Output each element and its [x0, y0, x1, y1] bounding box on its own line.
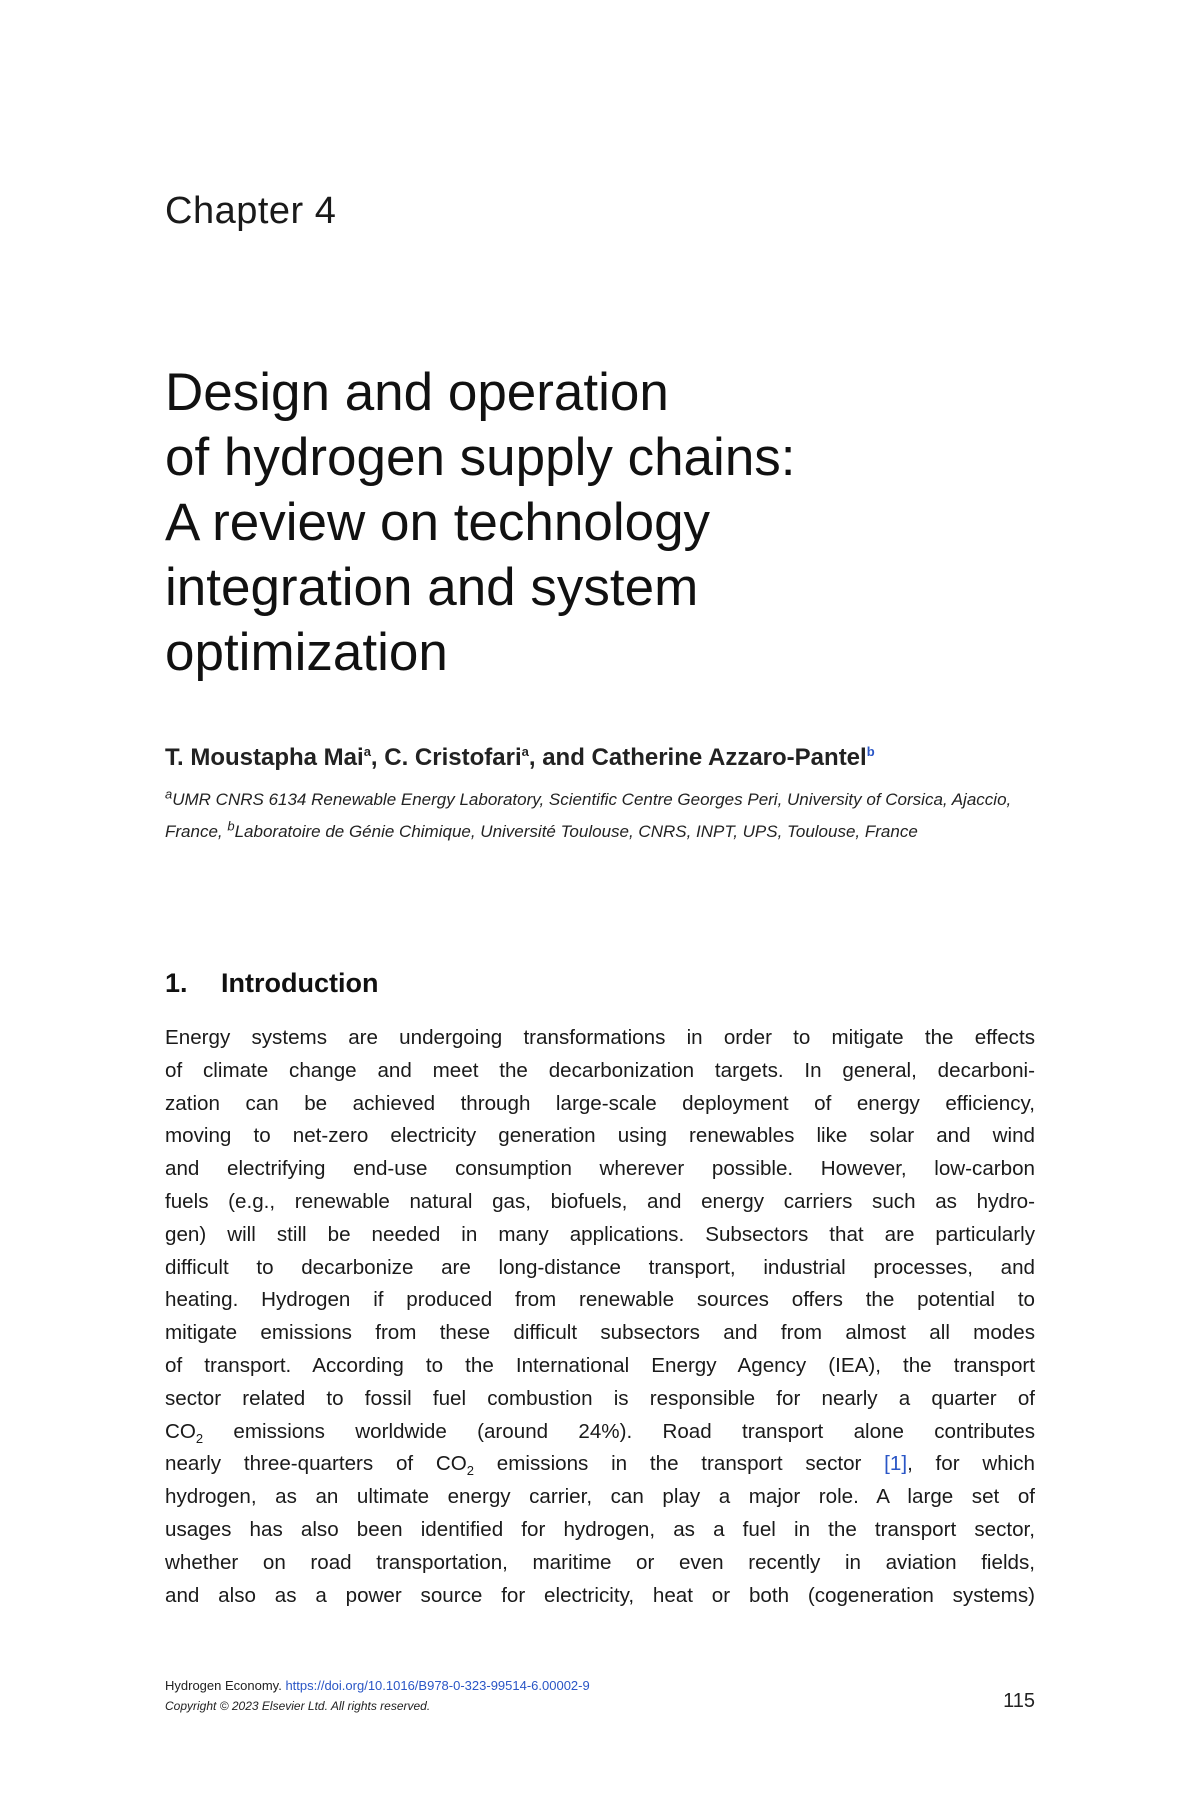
text-line: hydrogen, as an ultimate energy carrier, can play a major role. A large set of	[165, 1485, 1035, 1509]
text-line: fuels (e.g., renewable natural gas, biofuels, and energy carriers such as hydro-	[165, 1189, 1035, 1213]
page-footer	[165, 1676, 1035, 1716]
text-line: mitigate emissions from these difficult subsectors and from almost all modes	[165, 1321, 1035, 1345]
affiliation-marker: a	[521, 744, 529, 759]
affiliation-marker: b	[227, 818, 235, 834]
text-line	[165, 1416, 1035, 1449]
text-line: zation can be achieved through large-scale deployment of energy efficiency,	[165, 1091, 1035, 1115]
subscript: 2	[466, 1463, 475, 1479]
text-fragment: emissions worldwide (around 24%). Road transport alone contributes	[203, 1419, 1035, 1443]
text-fragment: CO	[165, 1419, 196, 1443]
author-name: Catherine Azzaro-Pantel	[591, 744, 867, 771]
author-name: C. Cristofari	[384, 744, 522, 771]
copyright-notice: Copyright © 2023 Elsevier Ltd. All rights reserved.	[165, 1699, 431, 1713]
section-title: Introduction	[221, 968, 379, 998]
section-number: 1.	[165, 968, 188, 998]
affiliation-marker: a	[363, 744, 371, 759]
author-list	[165, 744, 875, 772]
text-line	[165, 1448, 1035, 1481]
title-line: integration and system	[165, 558, 699, 617]
section-heading	[165, 968, 378, 999]
affiliations	[165, 784, 1045, 848]
affiliation-text: UMR CNRS 6134 Renewable Energy Laboratory, Scientific Centre Georges Peri, University of Corsica, Ajaccio, France,	[165, 790, 1012, 841]
affiliation-marker: a	[165, 786, 173, 802]
doi-link[interactable]: https://doi.org/10.1016/B978-0-323-99514-6.00002-9	[285, 1678, 590, 1693]
page-number: 115	[1003, 1690, 1035, 1712]
text-line: Energy systems are undergoing transformations in order to mitigate the effects	[165, 1026, 1035, 1049]
text-line: heating. Hydrogen if produced from renewable sources offers the potential to	[165, 1288, 1035, 1312]
body-paragraph	[165, 1022, 1035, 1612]
text-fragment: , for which	[907, 1452, 1036, 1476]
text-line: of climate change and meet the decarbonization targets. In general, decarboni-	[165, 1058, 1035, 1082]
author-name: T. Moustapha Mai	[165, 744, 364, 771]
text-line: gen) will still be needed in many applications. Subsectors that are particularly	[165, 1222, 1035, 1246]
text-line: and electrifying end-use consumption wherever possible. However, low-carbon	[165, 1157, 1035, 1181]
author-separator: , and	[528, 744, 592, 771]
title-line: of hydrogen supply chains:	[165, 428, 796, 487]
chapter-title	[165, 360, 1045, 685]
book-title: Hydrogen Economy.	[165, 1678, 286, 1693]
text-line: whether on road transportation, maritime or even recently in aviation fields,	[165, 1550, 1035, 1574]
text-line: difficult to decarbonize are long-distance transport, industrial processes, and	[165, 1255, 1035, 1279]
chapter-label: Chapter 4	[165, 190, 337, 232]
title-line: optimization	[165, 623, 448, 682]
citation-link[interactable]: [1]	[884, 1452, 908, 1476]
title-line: Design and operation	[165, 363, 669, 422]
text-line: of transport. According to the International Energy Agency (IEA), the transport	[165, 1353, 1035, 1377]
text-fragment: emissions in the transport sector	[474, 1452, 885, 1476]
affiliation-marker-link[interactable]: b	[866, 744, 875, 759]
text-line: moving to net-zero electricity generation using renewables like solar and wind	[165, 1124, 1035, 1148]
title-line: A review on technology	[165, 493, 711, 552]
author-separator: ,	[370, 744, 385, 771]
citation-line	[165, 1676, 1035, 1696]
text-line: sector related to fossil fuel combustion is responsible for nearly a quarter of	[165, 1386, 1035, 1410]
subscript: 2	[195, 1430, 204, 1446]
text-line: and also as a power source for electricity, heat or both (cogeneration systems)	[165, 1583, 1035, 1607]
text-line: usages has also been identified for hydrogen, as a fuel in the transport sector,	[165, 1517, 1035, 1541]
affiliation-text: Laboratoire de Génie Chimique, Université Toulouse, CNRS, INPT, UPS, Toulouse, France	[234, 822, 918, 841]
text-fragment: nearly three-quarters of CO	[165, 1452, 467, 1476]
